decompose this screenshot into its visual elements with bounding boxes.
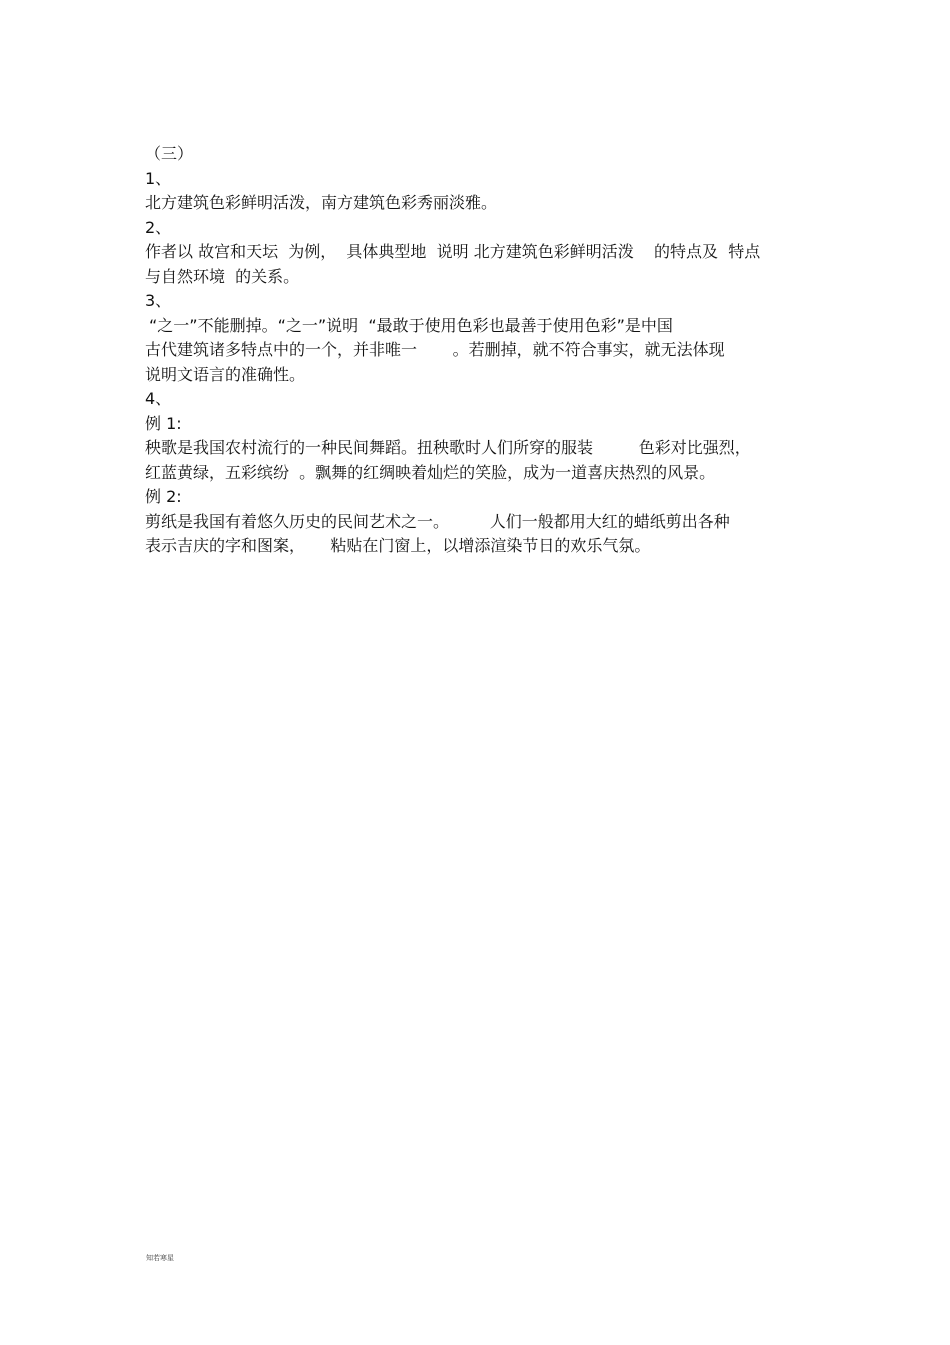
example-1-line-2: 红蓝黄绿，五彩缤纷 。飘舞的红绸映着灿烂的笑脸，成为一道喜庆热烈的风景。 [145, 462, 716, 482]
example-2-line-2: 表示吉庆的字和图案， 粘贴在门窗上，以增添渲染节日的欢乐气氛。 [145, 536, 651, 555]
question-number-1: 1、 [145, 168, 172, 188]
question-number-3: 3、 [145, 291, 172, 310]
question-number-4: 4、 [145, 389, 172, 408]
answer-2-line-1: 作者以 故宫和天坛 为例， 具体典型地 说明 北方建筑色彩鲜明活泼 的特点及 特点 [145, 242, 761, 261]
answer-3-line-1: “之一”不能删掉。“之一”说明 “最敢于使用色彩也最善于使用色彩”是中国 [149, 315, 673, 335]
example-1-label: 例 1: [145, 413, 182, 433]
example-2-label: 例 2: [145, 487, 182, 506]
answer-3-line-2: 古代建筑诸多特点中的一个，并非唯一 。若删掉，就不符合事实，就无法体现 [145, 340, 725, 359]
question-number-2: 2、 [145, 217, 172, 237]
answer-1-line: 北方建筑色彩鲜明活泼，南方建筑色彩秀丽淡雅。 [145, 193, 498, 212]
page-footer-text: 知若寒星 [146, 1254, 174, 1262]
example-1-line-1: 秧歌是我国农村流行的一种民间舞蹈。扭秧歌时人们所穿的服装 色彩对比强烈， [145, 438, 751, 457]
section-heading: （三） [145, 144, 194, 163]
answer-3-line-3: 说明文语言的准确性。 [145, 364, 306, 384]
example-2-line-1: 剪纸是我国有着悠久历史的民间艺术之一。 人们一般都用大红的蜡纸剪出各种 [145, 511, 730, 531]
answer-2-line-2: 与自然环境 的关系。 [145, 266, 300, 286]
answer-text-block [145, 142, 825, 559]
